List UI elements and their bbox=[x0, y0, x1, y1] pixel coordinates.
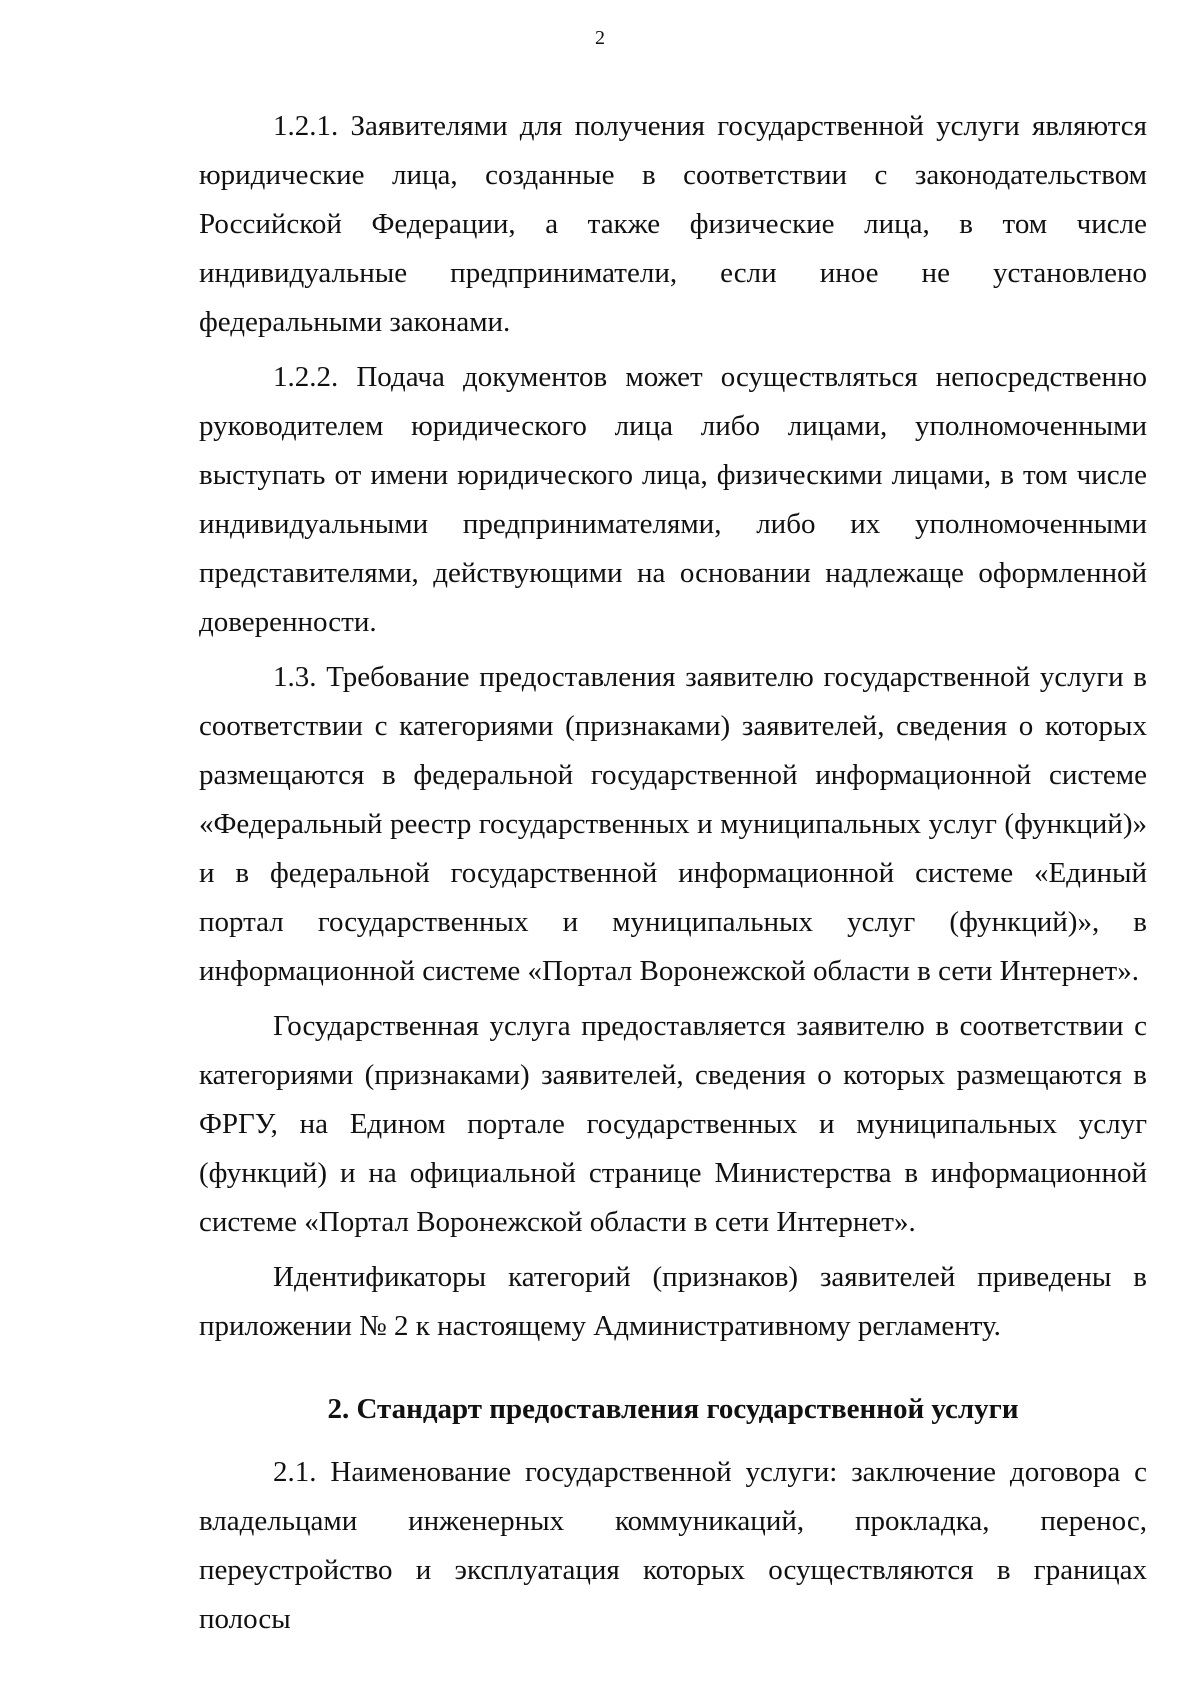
paragraph-service-provided: Государственная услуга предоставляется заявителю в соответствии с категориями (признаками) заявителей, сведения о которых размещаются в ФРГУ, на Едином портале государственных и муниципальных услуг (функций) и на официальной странице Министерства в информационной системе «Портал Воронежской области в сети Интернет». bbox=[199, 1010, 1147, 1238]
paragraph-identifiers: Идентификаторы категорий (признаков) заявителей приведены в приложении № 2 к настоящему Административному регламенту. bbox=[199, 1261, 1147, 1342]
paragraph-1-2-2: 1.2.2. Подача документов может осуществляться непосредственно руководителем юридического лица либо лицами, уполномоченными выступать от имени юридического лица, физическими лицами, в том числе индивидуальными предпринимателями, либо их уполномоченными представителями, действующими на основании надлежаще оформленной доверенности. bbox=[199, 361, 1147, 638]
section-heading: 2. Стандарт предоставления государственной услуги bbox=[327, 1393, 1019, 1425]
paragraph-2-1: 2.1. Наименование государственной услуги: заключение договора с владельцами инженерных коммуникаций, прокладка, перенос, переустройство и эксплуатация которых осуществляются в границах полосы bbox=[199, 1456, 1147, 1635]
page-number: 2 bbox=[595, 27, 605, 49]
paragraph-1-3: 1.3. Требование предоставления заявителю государственной услуги в соответствии с категориями (признаками) заявителей, сведения о которых размещаются в федеральной государственной информационной системе «Федеральный реестр государственных и муниципальных услуг (функций)» и в федеральной государственной информационной системе «Единый портал государственных и муниципальных услуг (функций)», в информационной системе «Портал Воронежской области в сети Интернет». bbox=[199, 661, 1147, 987]
document-body bbox=[199, 102, 1147, 1644]
paragraph-1-2-1: 1.2.1. Заявителями для получения государственной услуги являются юридические лица, созданные в соответствии с законодательством Российской Федерации, а также физические лица, в том числе индивидуальные предприниматели, если иное не установлено федеральными законами. bbox=[199, 110, 1147, 338]
